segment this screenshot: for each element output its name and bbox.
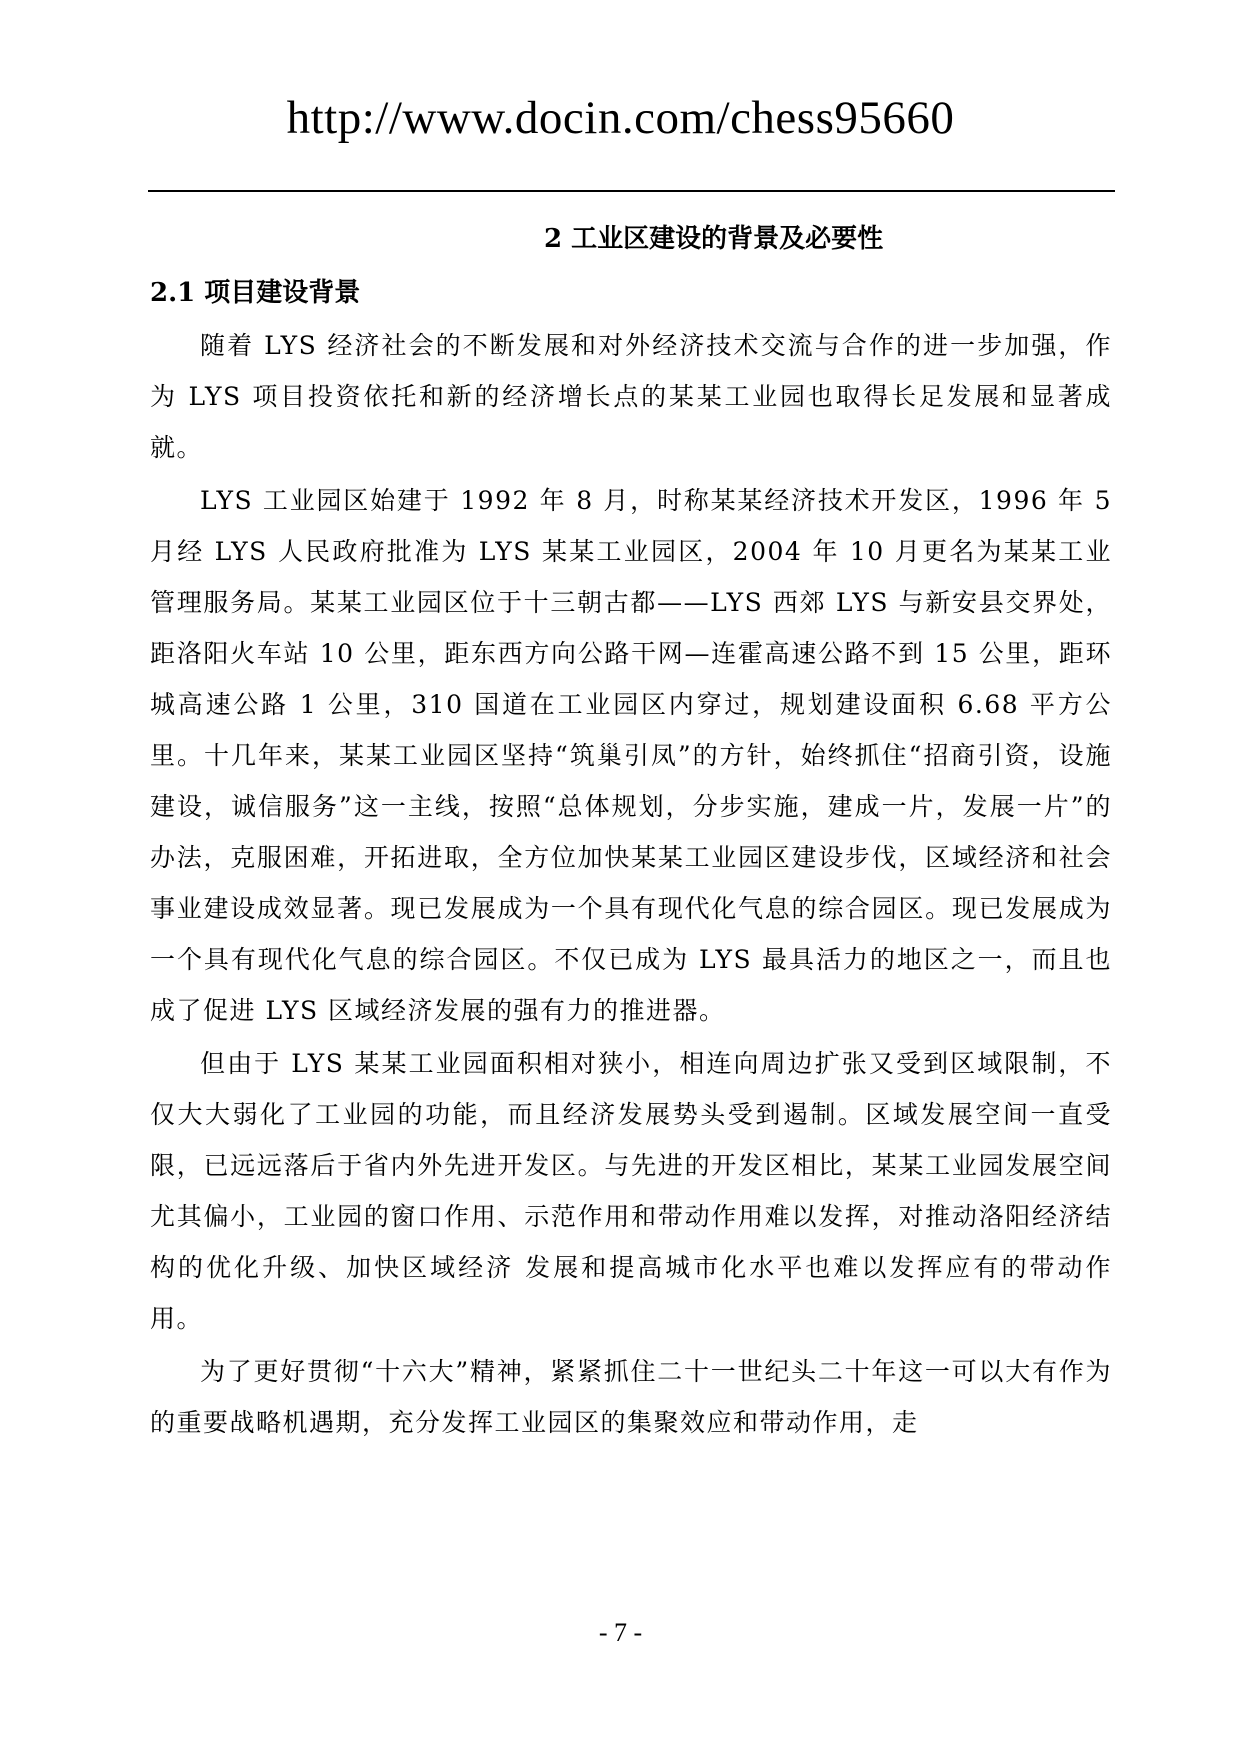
paragraph-4: 为了更好贯彻“十六大”精神，紧紧抓住二十一世纪头二十年这一可以大有作为的重要战略机遇期，充分发挥工业园区的集聚效应和带动作用，走	[150, 1357, 1112, 1437]
document-body	[150, 212, 1112, 1450]
chapter-title: 2 工业区建设的背景及必要性	[544, 224, 884, 254]
paragraph-3: 但由于 LYS 某某工业园面积相对狭小，相连向周边扩张又受到区域限制，不仅大大弱化了工业园的功能，而且经济发展势头受到遏制。区域发展空间一直受限，已远远落后于省内外先进开发区。与先进的开发区相比，某某工业园发展空间尤其偏小，工业园的窗口作用、示范作用和带动作用难以发挥，对推动洛阳经济结构的优化升级、加快区域经济 发展和提高城市化水平也难以发挥应有的带动作用。	[150, 1049, 1112, 1333]
paragraph-1: 随着 LYS 经济社会的不断发展和对外经济技术交流与合作的进一步加强，作为 LYS 项目投资依托和新的经济增长点的某某工业园也取得长足发展和显著成就。	[150, 331, 1112, 462]
paragraph-2: LYS 工业园区始建于 1992 年 8 月，时称某某经济技术开发区，1996 年 5 月经 LYS 人民政府批准为 LYS 某某工业园区，2004 年 10 月更名为某某工业管理服务局。某某工业园区位于十三朝古都——LYS 西郊 LYS 与新安县交界处，距洛阳火车站 10 公里，距东西方向公路干网—连霍高速公路不到 15 公里，距环城高速公路 1 公里，310 国道在工业园区内穿过，规划建设面积 6.68 平方公里。十几年来，某某工业园区坚持“筑巢引凤”的方针，始终抓住“招商引资，设施建设，诚信服务”这一主线，按照“总体规划，分步实施，建成一片，发展一片”的办法，克服困难，开拓进取，全方位加快某某工业园区建设步伐，区域经济和社会事业建设成效显著。现已发展成为一个具有现代化气息的综合园区。现已发展成为一个具有现代化气息的综合园区。不仅已成为 LYS 最具活力的地区之一，而且也成了促进 LYS 区域经济发展的强有力的推进器。	[150, 486, 1112, 1025]
header-url: http://www.docin.com/chess95660	[286, 92, 955, 144]
header-divider	[148, 190, 1115, 192]
section-title: 2.1 项目建设背景	[150, 278, 361, 308]
page-number: - 7 -	[598, 1618, 643, 1647]
